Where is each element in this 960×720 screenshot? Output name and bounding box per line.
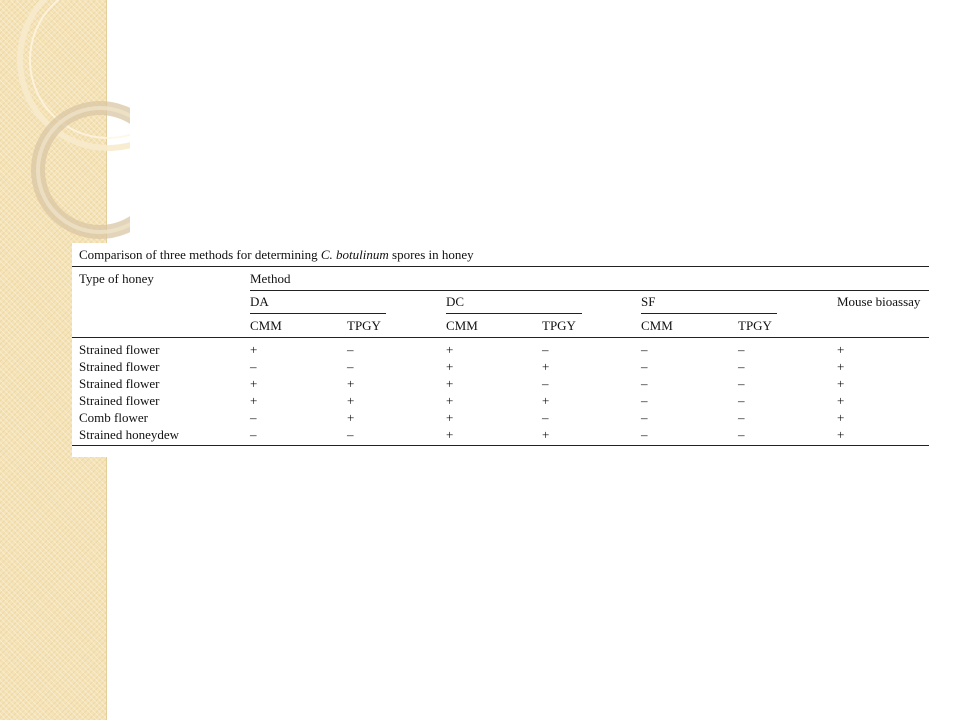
header-bottom-rule — [72, 337, 929, 338]
row-4-da-cmm: + — [250, 393, 258, 408]
row-4-dc-tpgy: + — [542, 393, 550, 408]
row-5-dc-cmm: + — [446, 410, 454, 425]
decorative-rings — [0, 0, 130, 260]
method-rule — [250, 290, 929, 291]
header-mouse-bioassay: Mouse bioassay — [837, 294, 921, 309]
header-type-of-honey: Type of honey — [79, 271, 154, 286]
row-6-da-tpgy: – — [347, 427, 354, 442]
row-5-da-tpgy: + — [347, 410, 355, 425]
row-4-mouse-bioassay: + — [837, 393, 845, 408]
ring-small — [38, 108, 130, 232]
row-1-da-cmm: + — [250, 342, 258, 357]
comparison-table — [72, 243, 932, 457]
row-6-mouse-bioassay: + — [837, 427, 845, 442]
ring-large — [20, 0, 130, 148]
row-4-dc-cmm: + — [446, 393, 454, 408]
row-3-dc-tpgy: – — [542, 376, 549, 391]
row-2-sf-cmm: – — [641, 359, 648, 374]
row-4-sf-tpgy: – — [738, 393, 745, 408]
row-6-sf-cmm: – — [641, 427, 648, 442]
row-1-sf-tpgy: – — [738, 342, 745, 357]
header-group-da: DA — [250, 294, 269, 309]
row-2-sf-tpgy: – — [738, 359, 745, 374]
row-3-mouse-bioassay: + — [837, 376, 845, 391]
row-6-dc-tpgy: + — [542, 427, 550, 442]
row-6-type: Strained honeydew — [79, 427, 180, 442]
row-1-mouse-bioassay: + — [837, 342, 845, 357]
row-6-da-cmm: – — [250, 427, 257, 442]
row-5-sf-tpgy: – — [738, 410, 745, 425]
row-1-dc-tpgy: – — [542, 342, 549, 357]
row-4-type: Strained flower — [79, 393, 160, 408]
header-media-sf-tpgy: TPGY — [738, 318, 772, 333]
row-6-dc-cmm: + — [446, 427, 454, 442]
caption-suffix: spores in honey — [388, 247, 474, 262]
row-1-da-tpgy: – — [347, 342, 354, 357]
row-5-sf-cmm: – — [641, 410, 648, 425]
caption-prefix: Comparison of three methods for determining — [79, 247, 321, 262]
da-rule — [250, 313, 386, 314]
row-1-type: Strained flower — [79, 342, 160, 357]
row-3-sf-cmm: – — [641, 376, 648, 391]
row-5-dc-tpgy: – — [542, 410, 549, 425]
row-2-mouse-bioassay: + — [837, 359, 845, 374]
header-media-dc-cmm: CMM — [446, 318, 478, 333]
row-2-dc-cmm: + — [446, 359, 454, 374]
sf-rule — [641, 313, 777, 314]
row-5-mouse-bioassay: + — [837, 410, 845, 425]
header-media-sf-cmm: CMM — [641, 318, 673, 333]
bottom-rule — [72, 445, 929, 446]
table-caption — [79, 247, 474, 263]
row-1-sf-cmm: – — [641, 342, 648, 357]
row-3-dc-cmm: + — [446, 376, 454, 391]
row-3-da-tpgy: + — [347, 376, 355, 391]
row-3-da-cmm: + — [250, 376, 258, 391]
row-3-sf-tpgy: – — [738, 376, 745, 391]
row-1-dc-cmm: + — [446, 342, 454, 357]
header-group-dc: DC — [446, 294, 465, 309]
row-2-da-tpgy: – — [347, 359, 354, 374]
header-group-sf: SF — [641, 294, 656, 309]
row-5-type: Comb flower — [79, 410, 148, 425]
row-4-da-tpgy: + — [347, 393, 355, 408]
header-method: Method — [250, 271, 291, 286]
row-2-da-cmm: – — [250, 359, 257, 374]
row-6-sf-tpgy: – — [738, 427, 745, 442]
row-5-da-cmm: – — [250, 410, 257, 425]
caption-organism: C. botulinum — [320, 247, 389, 262]
dc-rule — [446, 313, 582, 314]
row-2-type: Strained flower — [79, 359, 160, 374]
header-media-dc-tpgy: TPGY — [542, 318, 576, 333]
header-media-da-cmm: CMM — [250, 318, 282, 333]
header-media-da-tpgy: TPGY — [347, 318, 381, 333]
row-4-sf-cmm: – — [641, 393, 648, 408]
row-3-type: Strained flower — [79, 376, 160, 391]
top-rule — [72, 266, 929, 267]
row-2-dc-tpgy: + — [542, 359, 550, 374]
